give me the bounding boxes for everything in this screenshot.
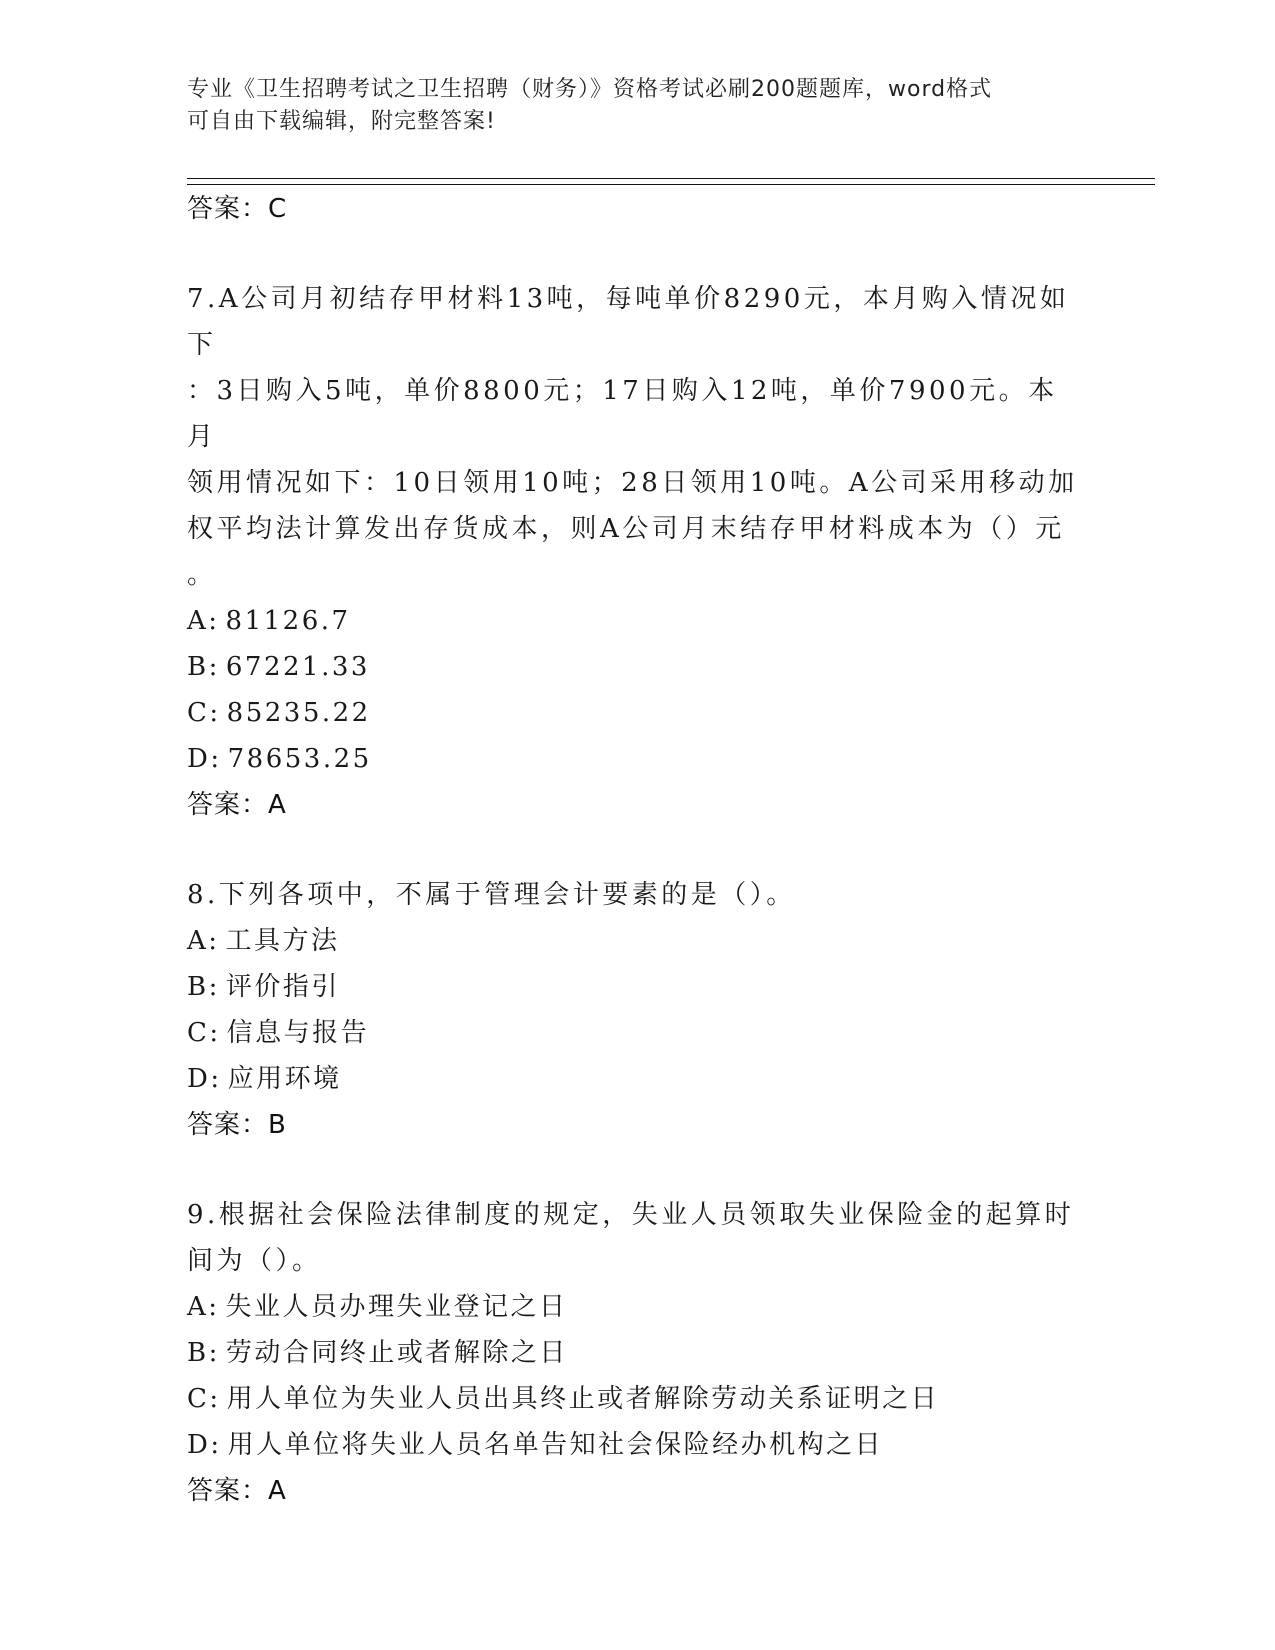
question-8 [187,872,1087,1148]
option-text: 85235.22 [226,698,371,728]
question-text [187,872,1087,918]
option-text: 工具方法 [225,926,340,956]
option-letter: A: [187,606,220,636]
question-line: 间为（）。 [187,1246,322,1276]
option-letter: C: [187,1018,221,1048]
option-text: 信息与报告 [226,1018,370,1048]
question-line: 。 [187,560,217,590]
option-b [187,1330,1087,1376]
question-line: 8.下列各项中，不属于管理会计要素的是（）。 [187,880,796,910]
option-letter: D: [187,744,222,774]
option-letter: A: [187,926,220,956]
answer-7: 答案：A [187,790,287,820]
option-c [187,690,1087,736]
option-text: 评价指引 [225,972,340,1002]
header-rule-bottom [187,184,1155,185]
question-text [187,1192,1087,1284]
option-letter: D: [187,1430,222,1460]
option-d [187,736,1087,782]
option-c [187,1376,1087,1422]
option-text: 用人单位为失业人员出具终止或者解除劳动关系证明之日 [226,1384,940,1414]
question-line: 权平均法计算发出存货成本，则A公司月末结存甲材料成本为（）元 [187,514,1065,544]
question-line: 9.根据社会保险法律制度的规定，失业人员领取失业保险金的起算时 [187,1200,1075,1230]
option-letter: C: [187,1384,221,1414]
option-text: 劳动合同终止或者解除之日 [225,1338,568,1368]
option-text: 失业人员办理失业登记之日 [225,1292,568,1322]
option-a [187,918,1087,964]
header-line-1: 专业《卫生招聘考试之卫生招聘（财务）》资格考试必刷200题题库，word格式 [187,77,993,102]
header-rule-top [187,178,1155,179]
option-text: 应用环境 [227,1064,342,1094]
option-letter: B: [187,1338,220,1368]
header-line-2: 可自由下载编辑，附完整答案! [187,109,496,134]
option-letter: A: [187,1292,220,1322]
option-text: 78653.25 [227,744,372,774]
option-a [187,1284,1087,1330]
option-d [187,1056,1087,1102]
option-letter: C: [187,698,221,728]
option-letter: B: [187,972,220,1002]
option-letter: B: [187,652,220,682]
option-text: 81126.7 [225,606,351,636]
option-d [187,1422,1087,1468]
question-7 [187,276,1087,828]
question-line: 领用情况如下：10日领用10吨；28日领用10吨。A公司采用移动加 [187,468,1078,498]
option-a [187,598,1087,644]
document-body [187,186,1087,1514]
answer-previous: 答案：C [187,194,288,224]
question-line: ：3日购入5吨，单价8800元；17日购入12吨，单价7900元。本月 [187,376,1058,452]
question-text [187,276,1087,598]
answer-9: 答案：A [187,1476,287,1506]
question-9 [187,1192,1087,1514]
question-line: 7.A公司月初结存甲材料13吨，每吨单价8290元，本月购入情况如下 [187,284,1070,360]
page-header [187,74,1067,138]
option-letter: D: [187,1064,222,1094]
option-text: 用人单位将失业人员名单告知社会保险经办机构之日 [227,1430,884,1460]
option-b [187,644,1087,690]
option-c [187,1010,1087,1056]
answer-8: 答案：B [187,1110,287,1140]
option-b [187,964,1087,1010]
option-text: 67221.33 [225,652,370,682]
